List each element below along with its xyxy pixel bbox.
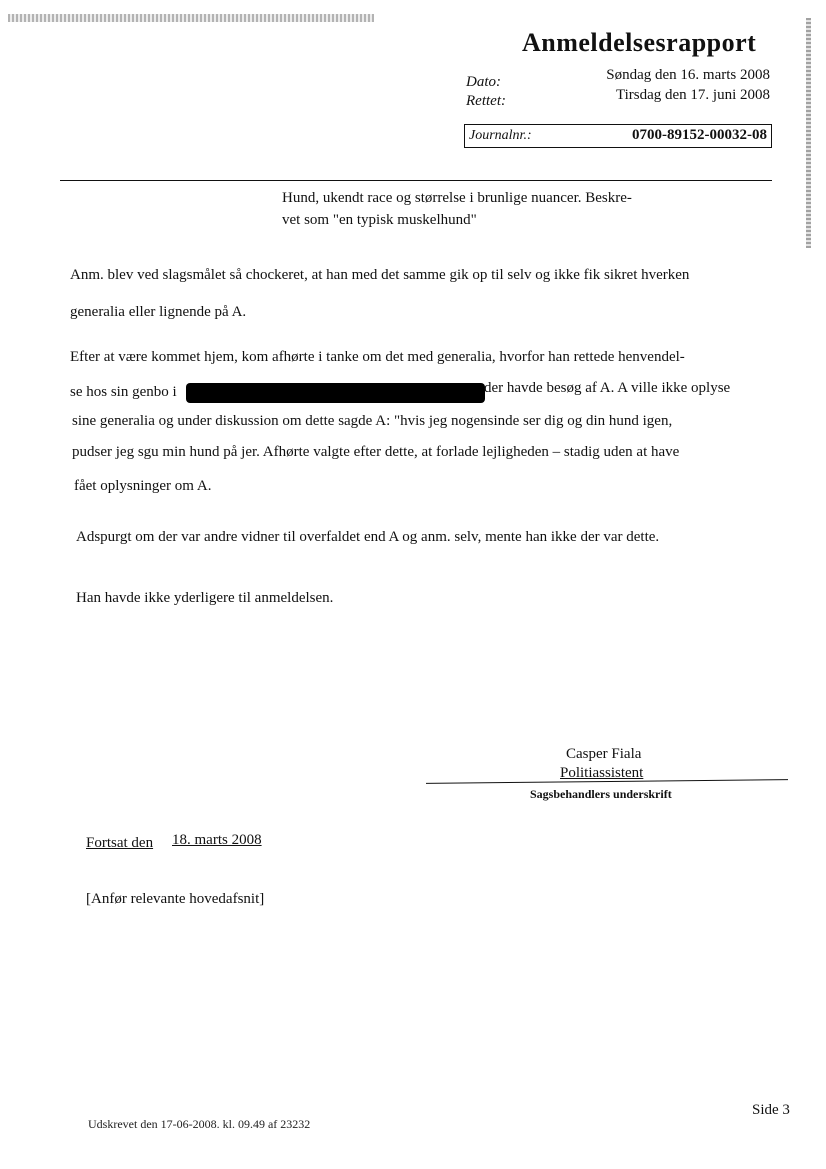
journal-label: Journalnr.: bbox=[469, 128, 532, 143]
corrected-value: Tirsdag den 17. juni 2008 bbox=[615, 87, 770, 103]
scan-artifact-right-edge bbox=[806, 18, 811, 248]
paragraph-2-line-3: sine generalia og under diskussion om dette sagde A: "hvis jeg nogensinde ser dig og din hund igen, bbox=[72, 413, 673, 429]
paragraph-1-line-2: generalia eller lignende på A. bbox=[70, 304, 247, 320]
header-divider bbox=[60, 180, 772, 181]
report-title: Anmeldelsesrapport bbox=[522, 28, 757, 57]
corrected-label: Rettet: bbox=[466, 93, 506, 109]
signer-name: Casper Fiala bbox=[566, 746, 642, 762]
paragraph-2-line-5: fået oplysninger om A. bbox=[74, 478, 212, 494]
paragraph-2-line-2b: der havde besøg af A. A ville ikke oplyse bbox=[484, 380, 731, 396]
paragraph-4: Han havde ikke yderligere til anmeldelsen. bbox=[76, 590, 334, 606]
description-line-2: vet som "en typisk muskelhund" bbox=[282, 212, 477, 228]
continuation-note: [Anfør relevante hovedafsnit] bbox=[86, 891, 265, 907]
paragraph-2-line-1: Efter at være kommet hjem, kom afhørte i tanke om det med generalia, hvorfor han rettede henvendel- bbox=[70, 349, 685, 365]
printed-info: Udskrevet den 17-06-2008. kl. 09.49 af 23232 bbox=[88, 1117, 311, 1131]
signer-role: Politiassistent bbox=[560, 765, 644, 781]
journal-number-box bbox=[464, 124, 772, 148]
paragraph-1-line-1: Anm. blev ved slagsmålet så chockeret, at han med det samme gik op til selv og ikke fik sikret hverken bbox=[70, 267, 690, 283]
paragraph-2-line-2a: se hos sin genbo i bbox=[70, 384, 177, 400]
paragraph-3: Adspurgt om der var andre vidner til overfaldet end A og anm. selv, mente han ikke der var dette. bbox=[76, 529, 660, 545]
date-value: Søndag den 16. marts 2008 bbox=[606, 67, 770, 83]
journal-number: 0700-89152-00032-08 bbox=[632, 127, 767, 143]
date-label: Dato: bbox=[466, 74, 501, 90]
continued-prefix: Fortsat den bbox=[86, 835, 154, 851]
paragraph-2-line-4: pudser jeg sgu min hund på jer. Afhørte valgte efter dette, at forlade lejligheden – stadig uden at have bbox=[72, 444, 680, 460]
continued-date: 18. marts 2008 bbox=[172, 832, 262, 848]
signature-caption: Sagsbehandlers underskrift bbox=[530, 787, 672, 801]
redaction-bar bbox=[186, 383, 485, 403]
description-line-1: Hund, ukendt race og størrelse i brunlige nuancer. Beskre- bbox=[282, 190, 632, 206]
scan-artifact-top bbox=[8, 14, 374, 22]
page-number: Side 3 bbox=[752, 1102, 790, 1118]
